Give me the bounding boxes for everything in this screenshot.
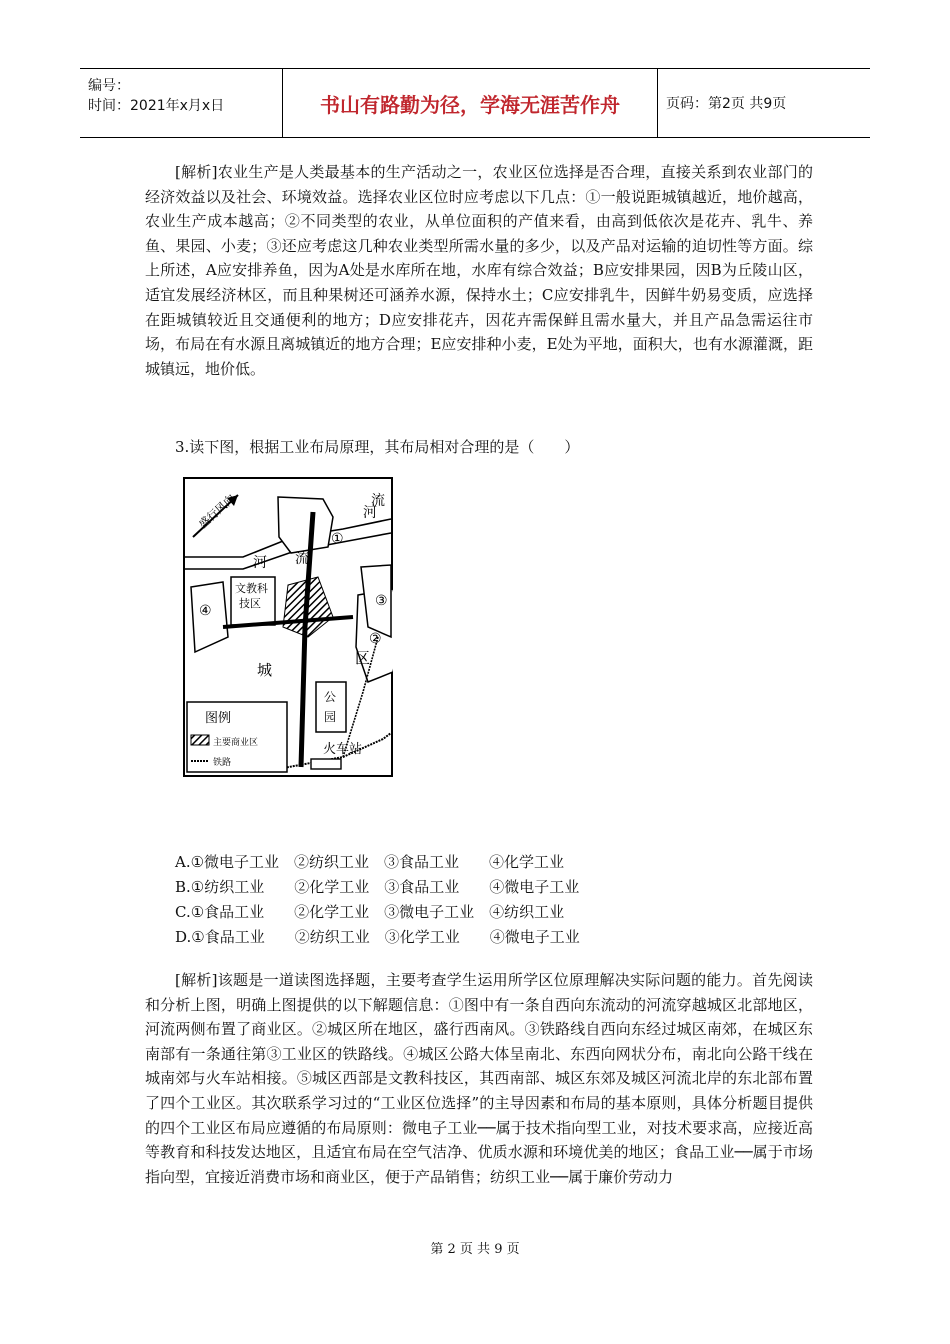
date-label: 时间：2021年x月x日 [88, 98, 225, 114]
legend-commercial-swatch [191, 735, 209, 745]
zone-3-label: ③ [375, 593, 388, 609]
legend-railway-label: 铁路 [213, 758, 232, 768]
analysis-paragraph-2: [解析]该题是一道读图选择题，主要考查学生运用所学区位原理解决实际问题的能力。首先阅读和分析上图，明确上图提供的以下解题信息：①图中有一条自西向东流动的河流穿越城区北部地区，河流两侧布置了商业区。②城区所在地区，盛行西南风。③铁路线自西向东经过城区南郊，在城区东南部有一条通往第③工业区的铁路线。④城区公路大体呈南北、东西向网状分布，南北向公路干线在城南郊与火车站相接。⑤城区西部是文教科技区，其西南部、城区东郊及城区河流北岸的东北部布置了四个工业区。其次联系学习过的“工业区位选择”的主导因素和布局的基本原则，具体分析题目提供的四个工业区布局应遵循的布局原则：微电子工业──属于技术指向型工业，对技术要求高，应接近高等教育和科技发达地区，且适宜布局在空气洁净、优质水源和环境优美的地区；食品工业──属于市场指向型，宜接近消费市场和商业区，便于产品销售；纺织工业──属于廉价劳动力 [145, 971, 813, 1186]
legend-commercial-label: 主要商业区 [213, 738, 259, 748]
legend-title: 图例 [205, 711, 232, 726]
question-3: 3.读下图，根据工业布局原理，其布局相对合理的是（ ） [175, 438, 580, 456]
station-building [311, 759, 341, 769]
edu-label-1: 文教科 [235, 582, 268, 595]
analysis-paragraph-1: [解析]农业生产是人类最基本的生产活动之一，农业区位选择是否合理，直接关系到农业部门的经济效益以及社会、环境效益。选择农业区位时应考虑以下几点：①一般说距城镇越近，地价越高，农业生产成本越高；②不同类型的农业，从单位面积的产值来看，由高到低依次是花卉、乳牛、养鱼、果园、小麦；③还应考虑这几种农业类型所需水量的多少，以及产品对运输的迫切性等方面。综上所述，A应安排养鱼，因为A处是水库所在地，水库有综合效益；B应安排果园，因B为丘陵山区，适宜发展经济林区，而且种果树还可涵养水源，保持水土；C应安排乳牛，因鲜牛奶易变质，应选择在距城镇较近且交通便利的地方；D应安排花卉，因花卉需保鲜且需水量大，并且产品急需运往市场，布局在有水源且离城镇近的地方合理；E应安排种小麦，E处为平地，面积大，也有水源灌溉，距城镇远，地价低。 [145, 163, 813, 378]
river-label-2: 流 [295, 551, 309, 567]
zone-2-label: ② [369, 631, 382, 647]
header-right [656, 69, 870, 137]
station-label: 火车站 [323, 742, 363, 757]
option-a: A.①微电子工业 ②纺织工业 ③食品工业 ④化学工业 [175, 853, 565, 871]
header-left [80, 69, 282, 137]
park-label-2: 园 [324, 710, 337, 724]
edu-label-2: 技区 [239, 597, 261, 610]
option-b: B.①纺织工业 ②化学工业 ③食品工业 ④微电子工业 [175, 878, 580, 896]
zone-1-outline [278, 497, 333, 553]
motto: 书山有路勤为径，学海无涯苦作舟 [320, 92, 620, 117]
header-center [282, 69, 658, 137]
industry-layout-map [183, 477, 393, 777]
park-label-1: 公 [324, 690, 337, 704]
city-label-1: 城 [257, 661, 273, 679]
option-c: C.①食品工业 ②化学工业 ③微电子工业 ④纺织工业 [175, 903, 565, 921]
zone-1-label: ① [331, 531, 344, 547]
zone-4-label: ④ [199, 603, 212, 619]
number-label: 编号： [88, 78, 130, 94]
option-d: D.①食品工业 ②纺织工业 ③化学工业 ④微电子工业 [175, 928, 580, 946]
river-label-3: 河 [363, 505, 377, 521]
page-label: 页码：第2页 共9页 [666, 96, 787, 112]
city-label-2: 区 [355, 649, 371, 667]
wind-label: 盛行风向 [196, 491, 238, 532]
river-label-4: 流 [371, 493, 385, 509]
page-footer: 第 2 页 共 9 页 [430, 1242, 520, 1257]
river-label-1: 河 [253, 555, 267, 571]
page-header [80, 68, 870, 138]
